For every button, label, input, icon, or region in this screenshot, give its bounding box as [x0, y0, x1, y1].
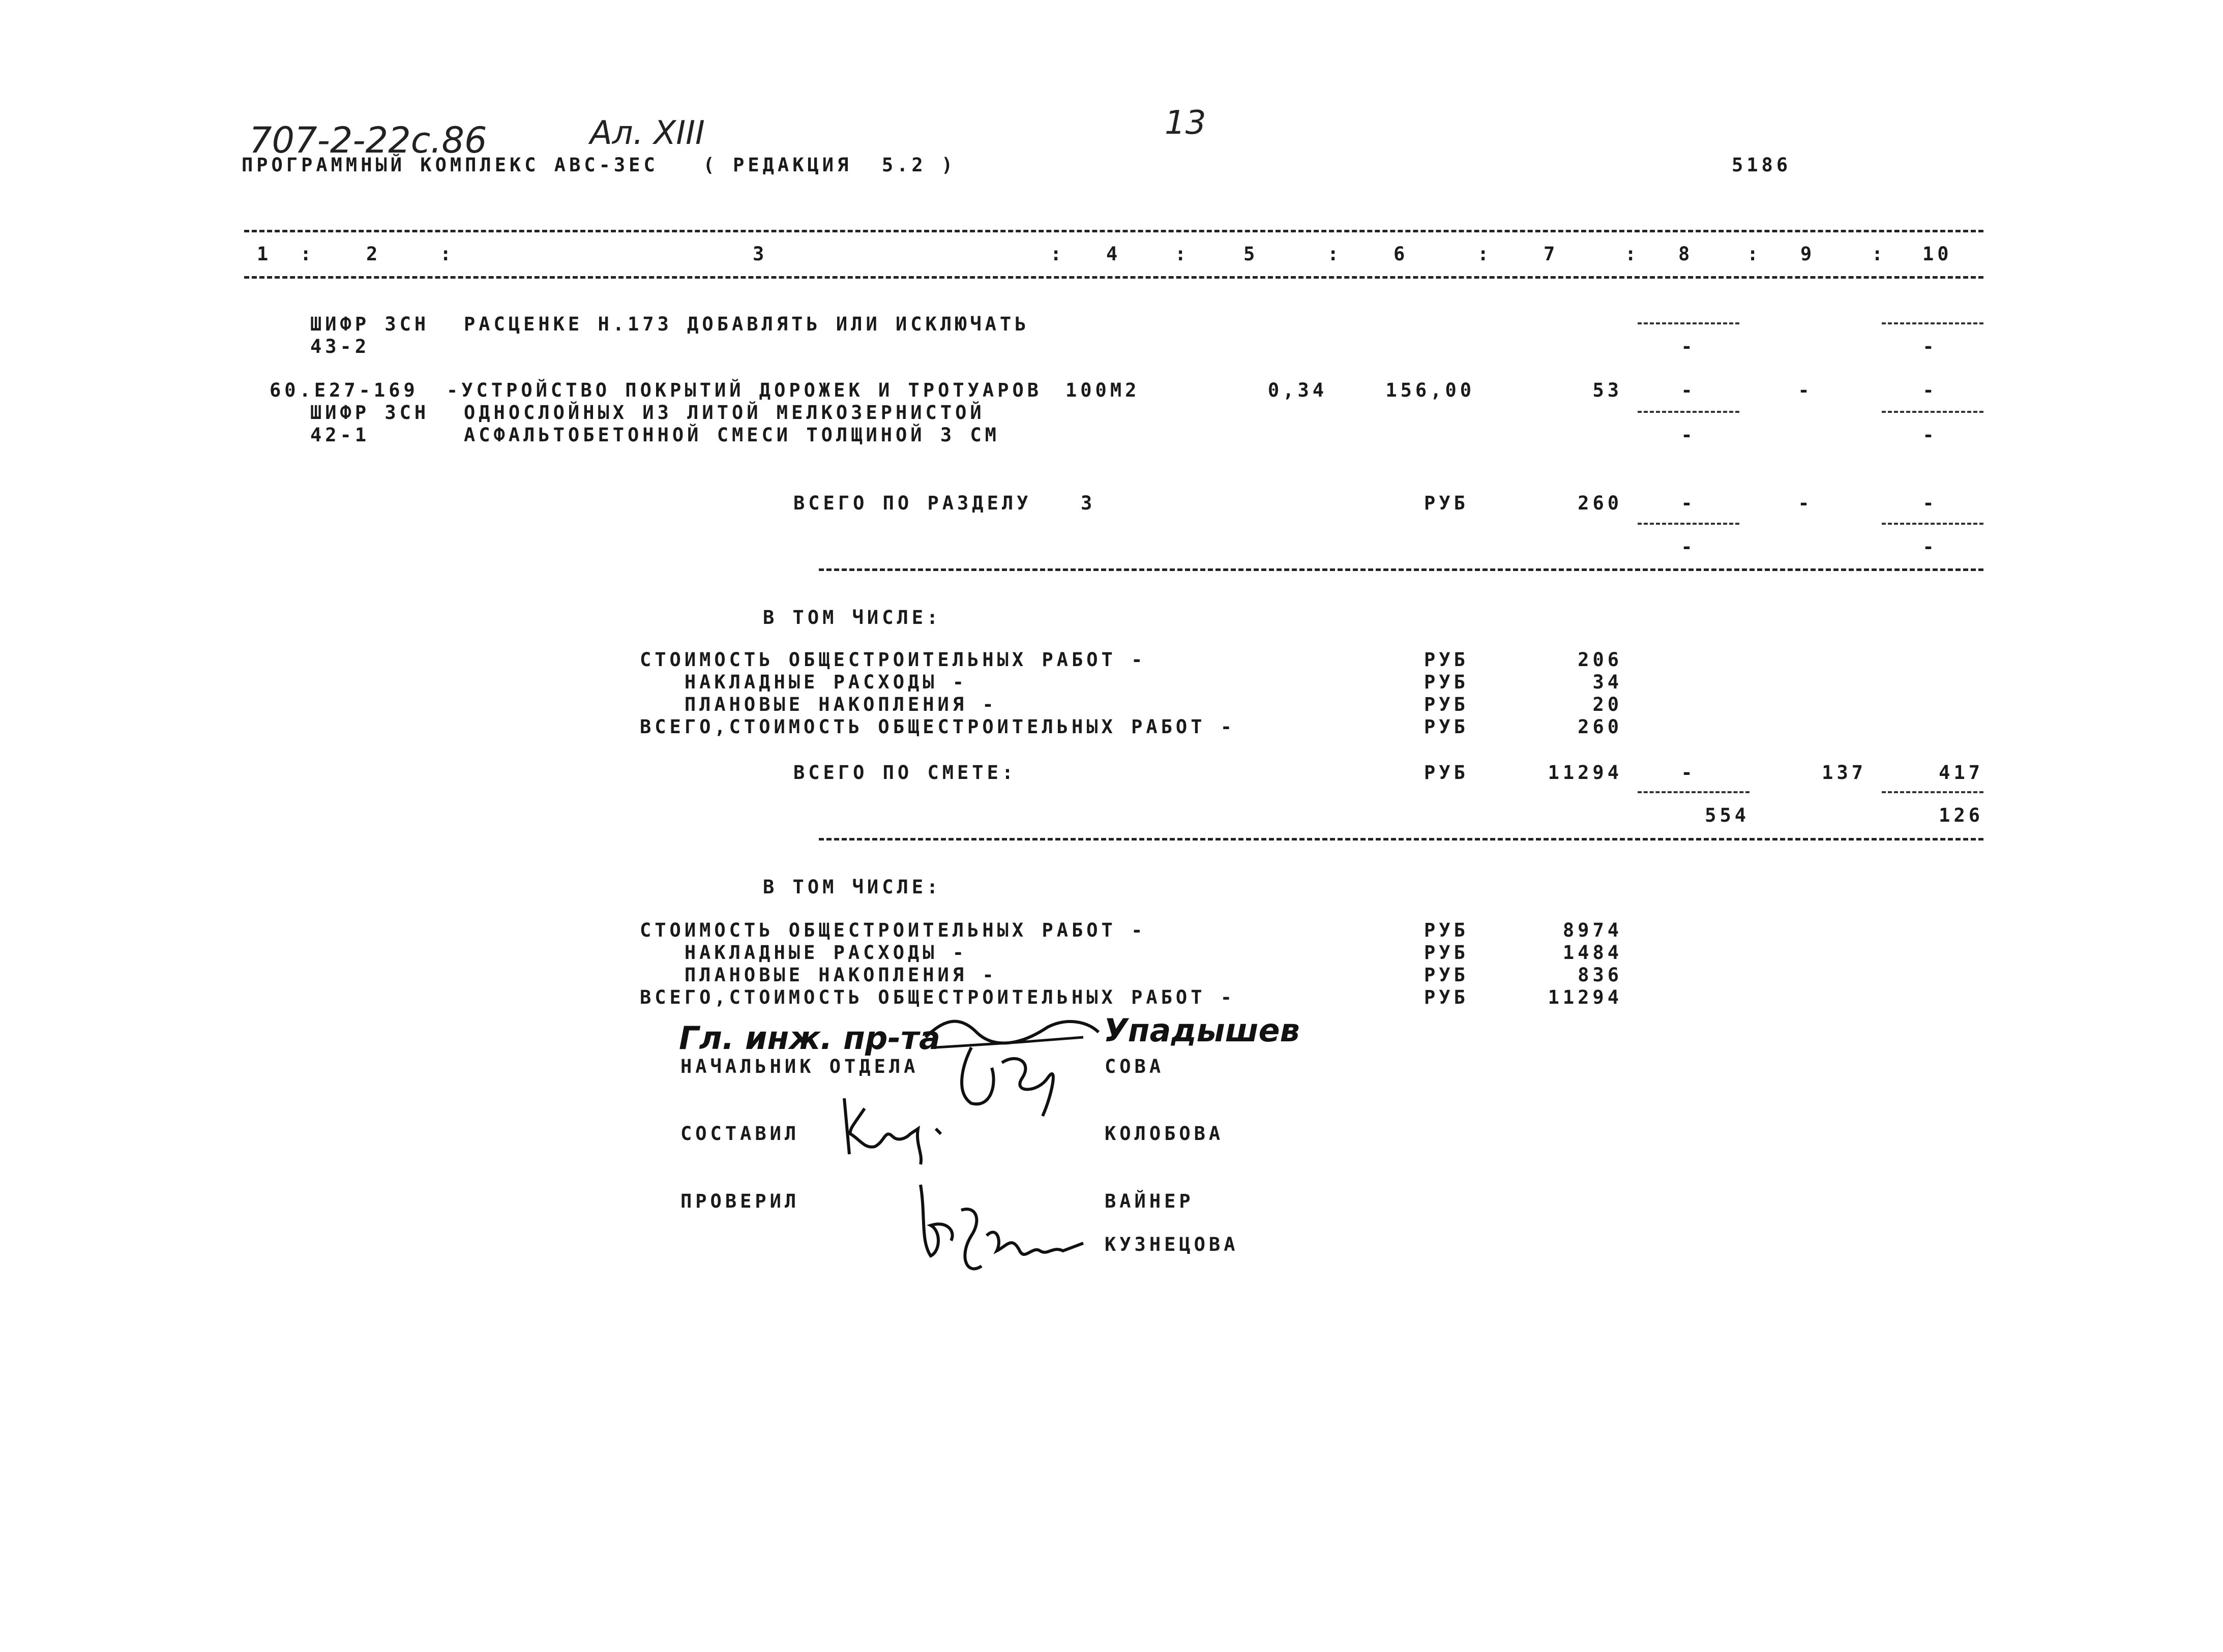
- col-sep: :: [1747, 243, 1762, 265]
- breakdown-label: НАКЛАДНЫЕ РАСХОДЫ -: [640, 942, 968, 964]
- estimate-total-col10-lower: 126: [1939, 804, 1983, 826]
- chief-engineer-name: Упадышев: [1104, 1012, 1300, 1049]
- col-3: 3: [753, 243, 768, 265]
- checked-signature: [910, 1175, 1104, 1286]
- item-code: ШИФР 3СН: [310, 402, 430, 424]
- header-bottom-rule: [244, 276, 1983, 279]
- item-quantity: 0,34: [1267, 379, 1327, 401]
- job-number: 5186: [1732, 154, 1792, 176]
- estimate-total-col8-rule: [1638, 791, 1750, 793]
- section-total-col8-rule: [1638, 523, 1739, 525]
- doc-code: 707-2-22с.86: [249, 119, 487, 161]
- section-total-unit: РУБ: [1424, 492, 1469, 514]
- page-number: 13: [1165, 104, 1206, 142]
- breakdown-unit: РУБ: [1424, 649, 1469, 671]
- estimate-total-col9: 137: [1822, 762, 1866, 784]
- item-col10-value: -: [1922, 379, 1938, 401]
- estimate-total-col8-lower: 554: [1705, 804, 1750, 826]
- col-sep: :: [1625, 243, 1640, 265]
- estimate-total-label: ВСЕГО ПО СМЕТЕ:: [793, 762, 1017, 784]
- album-number: Ал. XIII: [590, 114, 705, 152]
- item-col8-rule: [1638, 411, 1739, 413]
- checked-name-1: ВАЙНЕР: [1105, 1190, 1194, 1212]
- item-description-line3: АСФАЛЬТОБЕТОННОЙ СМЕСИ ТОЛЩИНОЙ 3 СМ: [464, 424, 1000, 446]
- compiled-name: КОЛОБОВА: [1105, 1123, 1224, 1145]
- item-col8-value: -: [1681, 379, 1696, 401]
- breakdown-unit: РУБ: [1424, 671, 1469, 693]
- section-total-label: ВСЕГО ПО РАЗДЕЛУ: [793, 492, 1032, 514]
- col-2: 2: [366, 243, 381, 265]
- dept-head-role: НАЧАЛЬНИК ОТДЕЛА: [680, 1056, 919, 1077]
- section-breakdown-heading: В ТОМ ЧИСЛЕ:: [763, 607, 942, 628]
- section-total-col8-lower: -: [1681, 536, 1696, 558]
- item-price: 156,00: [1385, 379, 1475, 401]
- breakdown-label: СТОИМОСТЬ ОБЩЕСТРОИТЕЛЬНЫХ РАБОТ -: [640, 919, 1146, 941]
- breakdown-unit: РУБ: [1424, 942, 1469, 964]
- col-8: 8: [1678, 243, 1694, 265]
- compiled-signature: [834, 1093, 951, 1169]
- note-text: РАСЦЕНКЕ Н.173 ДОБАВЛЯТЬ ИЛИ ИСКЛЮЧАТЬ: [464, 313, 1030, 335]
- section-total-col10-rule: [1882, 523, 1983, 525]
- breakdown-value: 1484: [1562, 942, 1622, 964]
- col-5: 5: [1243, 243, 1259, 265]
- note-col10-rule: [1882, 322, 1983, 324]
- note-col8-rule: [1638, 322, 1739, 324]
- header-top-rule: [244, 230, 1983, 232]
- col-sep: :: [1872, 243, 1887, 265]
- breakdown-label: ПЛАНОВЫЕ НАКОПЛЕНИЯ -: [640, 964, 997, 986]
- section-divider: [819, 568, 1983, 571]
- checked-name-2: КУЗНЕЦОВА: [1105, 1234, 1239, 1255]
- col-4: 4: [1106, 243, 1121, 265]
- breakdown-label: ПЛАНОВЫЕ НАКОПЛЕНИЯ -: [640, 694, 997, 715]
- compiled-role: СОСТАВИЛ: [680, 1123, 800, 1145]
- col-sep: :: [1175, 243, 1190, 265]
- breakdown-value: 34: [1592, 671, 1622, 693]
- col-1: 1: [257, 243, 272, 265]
- col-7: 7: [1544, 243, 1559, 265]
- item-col10-lower: -: [1922, 424, 1938, 446]
- col-sep: :: [1477, 243, 1493, 265]
- note-code: ШИФР 3СН: [310, 313, 430, 335]
- item-col8-lower: -: [1681, 424, 1696, 446]
- program-line: ПРОГРАММНЫЙ КОМПЛЕКС АВС-3ЕС ( РЕДАКЦИЯ 5.2 ): [242, 154, 957, 176]
- section-total-value: 260: [1578, 492, 1622, 514]
- item-col9-value: -: [1798, 379, 1813, 401]
- item-code-number: 42-1: [310, 424, 370, 446]
- item-description-line1: -УСТРОЙСТВО ПОКРЫТИЙ ДОРОЖЕК И ТРОТУАРОВ: [447, 379, 1043, 401]
- breakdown-label: ВСЕГО,СТОИМОСТЬ ОБЩЕСТРОИТЕЛЬНЫХ РАБОТ -: [640, 986, 1236, 1008]
- breakdown-value: 20: [1592, 694, 1622, 715]
- section-total-section: 3: [1081, 492, 1096, 514]
- breakdown-value: 260: [1578, 716, 1622, 738]
- estimate-total-value: 11294: [1548, 762, 1622, 784]
- breakdown-value: 206: [1578, 649, 1622, 671]
- col-sep: :: [300, 243, 315, 265]
- breakdown-unit: РУБ: [1424, 964, 1469, 986]
- chief-engineer-role: Гл. инж. пр-та: [679, 1019, 940, 1057]
- breakdown-unit: РУБ: [1424, 986, 1469, 1008]
- breakdown-value: 836: [1578, 964, 1622, 986]
- section-total-col10-lower: -: [1922, 536, 1938, 558]
- note-col10-value: -: [1922, 336, 1938, 357]
- estimate-total-col10-rule: [1882, 791, 1983, 793]
- breakdown-unit: РУБ: [1424, 716, 1469, 738]
- checked-role: ПРОВЕРИЛ: [680, 1190, 800, 1212]
- breakdown-value: 11294: [1548, 986, 1622, 1008]
- item-description-line2: ОДНОСЛОЙНЫХ ИЗ ЛИТОЙ МЕЛКОЗЕРНИСТОЙ: [464, 402, 985, 424]
- item-number: 60.Е27-169: [270, 379, 419, 401]
- col-sep: :: [1327, 243, 1343, 265]
- section-total-col8: -: [1681, 492, 1696, 514]
- breakdown-unit: РУБ: [1424, 694, 1469, 715]
- col-9: 9: [1800, 243, 1816, 265]
- estimate-total-col10: 417: [1939, 762, 1983, 784]
- breakdown-label: СТОИМОСТЬ ОБЩЕСТРОИТЕЛЬНЫХ РАБОТ -: [640, 649, 1146, 671]
- estimate-breakdown-heading: В ТОМ ЧИСЛЕ:: [763, 876, 942, 898]
- section-total-col10: -: [1922, 492, 1938, 514]
- note-code-number: 43-2: [310, 336, 370, 357]
- estimate-total-unit: РУБ: [1424, 762, 1469, 784]
- breakdown-unit: РУБ: [1424, 919, 1469, 941]
- col-sep: :: [440, 243, 455, 265]
- breakdown-label: НАКЛАДНЫЕ РАСХОДЫ -: [640, 671, 968, 693]
- item-unit: 100М2: [1065, 379, 1140, 401]
- estimate-total-col8: -: [1681, 762, 1696, 784]
- col-sep: :: [1050, 243, 1065, 265]
- item-total: 53: [1592, 379, 1622, 401]
- note-col8-value: -: [1681, 336, 1696, 357]
- col-10: 10: [1922, 243, 1952, 265]
- breakdown-value: 8974: [1562, 919, 1622, 941]
- col-6: 6: [1394, 243, 1409, 265]
- estimate-divider: [819, 838, 1983, 840]
- item-col10-rule: [1882, 411, 1983, 413]
- breakdown-label: ВСЕГО,СТОИМОСТЬ ОБЩЕСТРОИТЕЛЬНЫХ РАБОТ -: [640, 716, 1236, 738]
- section-total-col9: -: [1798, 492, 1813, 514]
- dept-head-name: СОВА: [1105, 1056, 1165, 1077]
